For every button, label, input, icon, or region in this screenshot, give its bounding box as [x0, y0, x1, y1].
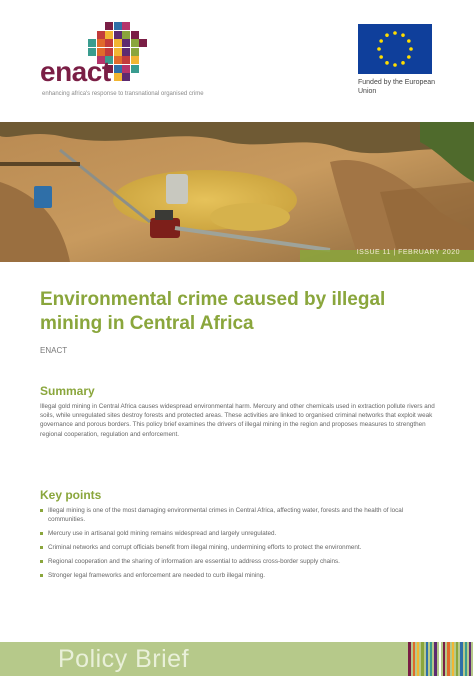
mosaic-tile: [114, 31, 122, 39]
barcode-stripe: [465, 642, 467, 676]
mosaic-tile: [131, 31, 139, 39]
barcode-stripe: [439, 642, 441, 676]
eu-star: [379, 55, 383, 59]
mosaic-tile: [105, 39, 113, 47]
logo-wordmark: enact: [40, 56, 111, 87]
mosaic-tile: [105, 48, 113, 56]
eu-flag-icon: [358, 24, 432, 74]
author-line: ENACT: [40, 346, 68, 355]
mosaic-tile: [114, 73, 122, 81]
barcode-stripe: [460, 642, 463, 676]
key-point: Criminal networks and corrupt officials benefit from illegal mining, undermining efforts to protect the environment.: [40, 543, 436, 552]
mosaic-tile: [122, 22, 130, 30]
mosaic-tile: [122, 39, 130, 47]
mosaic-tile: [122, 31, 130, 39]
mosaic-tile: [114, 39, 122, 47]
mosaic-tile: [131, 56, 139, 64]
key-point: Stronger legal frameworks and enforcement are needed to curb illegal mining.: [40, 571, 436, 580]
logo-tagline: enhancing africa's response to transnational organised crime: [42, 91, 204, 97]
eu-star: [385, 61, 389, 65]
mosaic-tile: [131, 39, 139, 47]
barcode-stripe: [426, 642, 428, 676]
mosaic-tile: [105, 22, 113, 30]
mosaic-tile: [97, 31, 105, 39]
footer-band: [0, 642, 474, 676]
hero-photo: [0, 122, 474, 262]
barcode-stripe: [408, 642, 411, 676]
mosaic-tile: [105, 31, 113, 39]
mosaic-tile: [114, 48, 122, 56]
barcode-stripe: [452, 642, 454, 676]
eu-star: [393, 63, 397, 67]
barcode-stripe: [456, 642, 458, 676]
key-point: Regional cooperation and the sharing of information are essential to address cross-border supply chains.: [40, 557, 436, 566]
mosaic-tile: [122, 65, 130, 73]
eu-star: [377, 47, 381, 51]
keypoints-heading: Key points: [40, 488, 102, 502]
summary-text: Illegal gold mining in Central Africa causes widespread environmental harm. Mercury and other chemicals used in extraction pollute rivers and soils, while unregulated sites destroy forests and protected areas. These activities are linked to organised criminal networks that exploit weak governance and porous borders. This policy brief examines the drivers of illegal mining in the region and proposes measures to strengthen regional cooperation, regulation and enforcement.: [40, 403, 435, 438]
mosaic-tile: [88, 39, 96, 47]
document-title: Environmental crime caused by illegal mining in Central Africa: [40, 289, 386, 334]
mosaic-tile: [114, 22, 122, 30]
mosaic-tile: [131, 65, 139, 73]
issue-label: ISSUE 11 | FEBRUARY 2020: [356, 249, 460, 256]
funder-caption: Funded by the European Union: [358, 79, 436, 95]
eu-star: [401, 33, 405, 37]
enact-logo: [40, 22, 204, 104]
mosaic-tile: [131, 48, 139, 56]
mosaic-tile: [122, 56, 130, 64]
barcode-stripe: [413, 642, 415, 676]
mosaic-tile: [88, 48, 96, 56]
key-point: Mercury use in artisanal gold mining remains widespread and largely unregulated.: [40, 529, 436, 538]
barcode-stripe: [430, 642, 432, 676]
eu-star: [393, 31, 397, 35]
barcode-stripe: [421, 642, 424, 676]
mosaic-tile: [122, 48, 130, 56]
key-point: Illegal mining is one of the most damaging environmental crimes in Central Africa, affecting water, forests and the health of local communities.: [40, 506, 436, 524]
mosaic-tile: [114, 56, 122, 64]
mosaic-tile: [139, 39, 147, 47]
keypoints-list: [40, 506, 436, 585]
mosaic-tile: [114, 65, 122, 73]
barcode-stripe: [443, 642, 445, 676]
barcode-stripes: [404, 642, 474, 676]
barcode-stripe: [417, 642, 419, 676]
mosaic-tile: [97, 48, 105, 56]
mosaic-tile: [122, 73, 130, 81]
mosaic-tile: [97, 39, 105, 47]
barcode-stripe: [447, 642, 450, 676]
policy-brief-label: Policy Brief: [58, 645, 190, 673]
barcode-stripe: [434, 642, 437, 676]
eu-star: [385, 33, 389, 37]
eu-star: [407, 39, 411, 43]
summary-heading: Summary: [40, 384, 95, 398]
eu-star: [409, 47, 413, 51]
eu-star: [407, 55, 411, 59]
barcode-stripe: [469, 642, 471, 676]
eu-star: [379, 39, 383, 43]
eu-star: [401, 61, 405, 65]
